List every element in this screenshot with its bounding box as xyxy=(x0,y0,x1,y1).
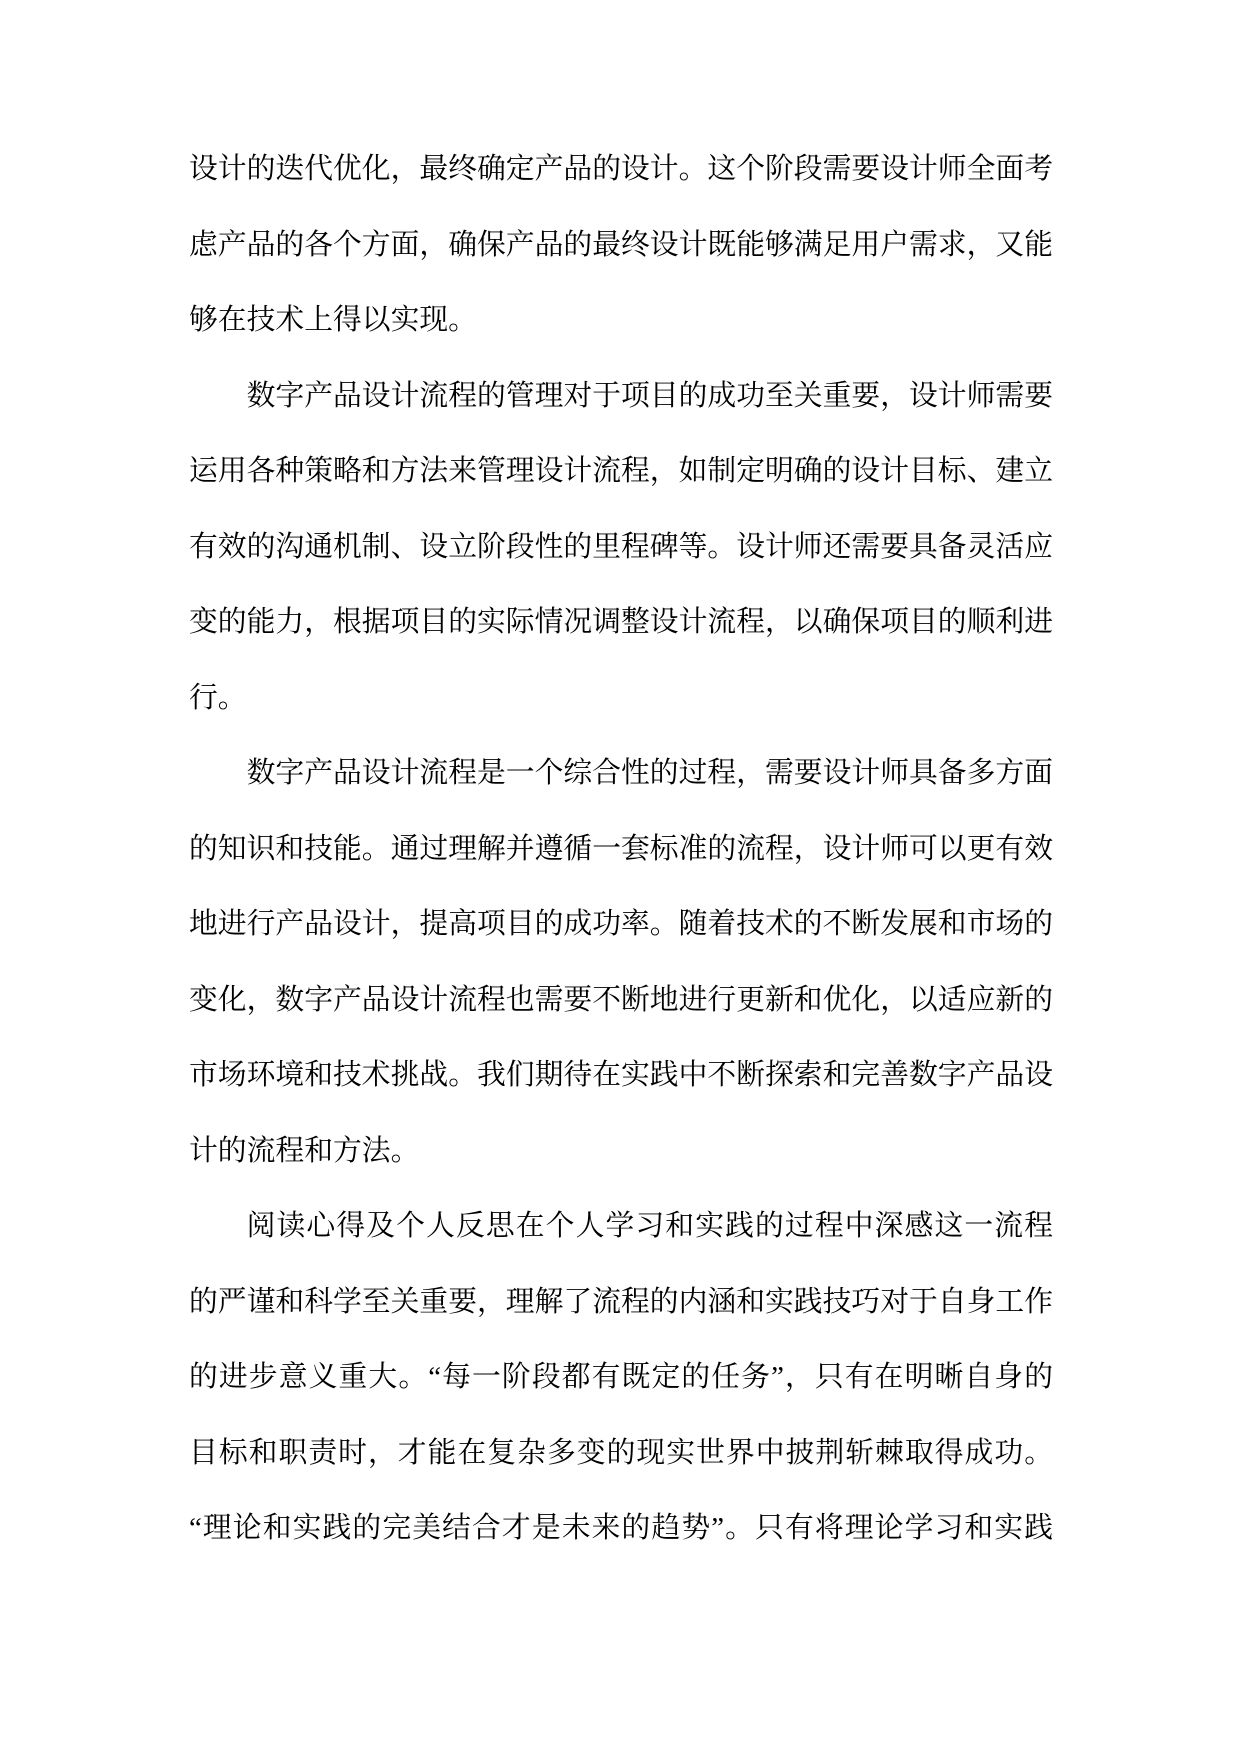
paragraph xyxy=(189,736,1053,1189)
text-line: 变化，数字产品设计流程也需要不断地进行更新和优化，以适应新的 xyxy=(189,983,1053,1016)
text-line: 地进行产品设计，提高项目的成功率。随着技术的不断发展和市场的 xyxy=(189,908,1053,940)
text-line: 变的能力，根据项目的实际情况调整设计流程，以确保项目的顺利进 xyxy=(189,606,1053,638)
text-line: 的严谨和科学至关重要，理解了流程的内涵和实践技巧对于自身工作 xyxy=(189,1285,1053,1318)
text-line: 行。 xyxy=(189,681,247,714)
text-line: 数字产品设计流程是一个综合性的过程，需要设计师具备多方面 xyxy=(246,757,1053,789)
text-line: 够在技术上得以实现。 xyxy=(189,304,477,336)
text-line: 阅读心得及个人反思在个人学习和实践的过程中深感这一流程 xyxy=(246,1210,1053,1242)
text-line: 设计的迭代优化，最终确定产品的设计。这个阶段需要设计师全面考 xyxy=(189,153,1053,185)
paragraph xyxy=(189,132,1053,359)
text-line: 有效的沟通机制、设立阶段性的里程碑等。设计师还需要具备灵活应 xyxy=(189,530,1053,563)
text-line: 的知识和技能。通过理解并遵循一套标准的流程，设计师可以更有效 xyxy=(189,832,1053,865)
document-body xyxy=(189,132,1053,1567)
text-line: 的进步意义重大。“每一阶段都有既定的任务”，只有在明晰自身的 xyxy=(189,1361,1053,1393)
paragraph xyxy=(189,1189,1053,1567)
text-line: 运用各种策略和方法来管理设计流程，如制定明确的设计目标、建立 xyxy=(189,455,1053,487)
text-line: 目标和职责时，才能在复杂多变的现实世界中披荆斩棘取得成功。 xyxy=(189,1436,1053,1469)
text-line: 虑产品的各个方面，确保产品的最终设计既能够满足用户需求，又能 xyxy=(189,228,1053,261)
paragraph xyxy=(189,359,1053,737)
text-line: 市场环境和技术挑战。我们期待在实践中不断探索和完善数字产品设 xyxy=(189,1059,1053,1091)
text-line: 计的流程和方法。 xyxy=(189,1134,420,1167)
text-line: 数字产品设计流程的管理对于项目的成功至关重要，设计师需要 xyxy=(246,379,1053,412)
text-line: “理论和实践的完美结合才是未来的趋势”。只有将理论学习和实践 xyxy=(189,1512,1053,1544)
